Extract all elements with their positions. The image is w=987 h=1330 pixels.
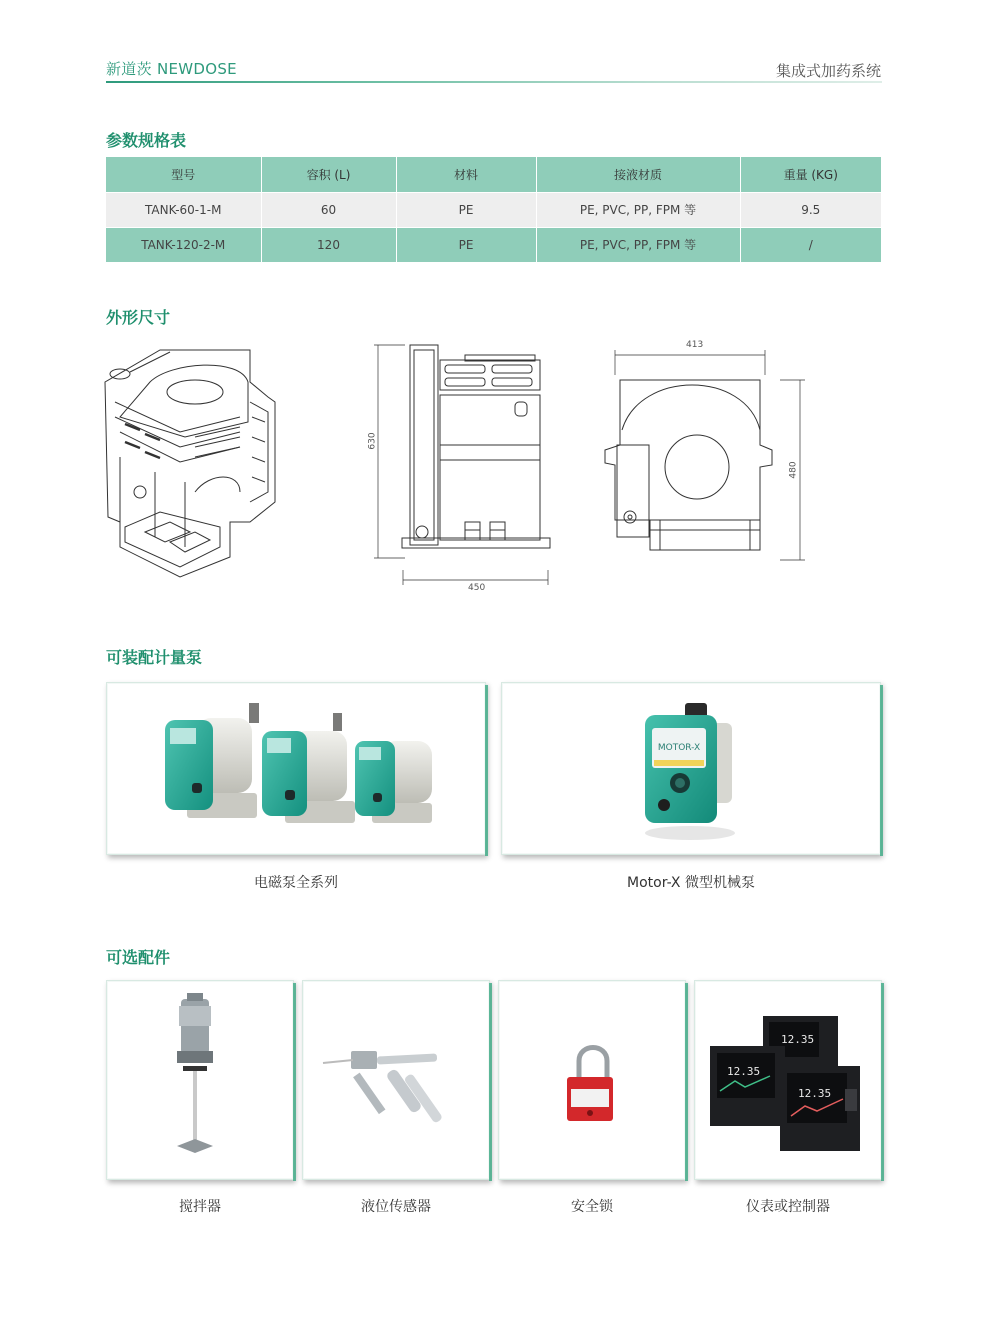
table-header-cell: 接液材质 [536,157,740,192]
table-cell: TANK-120-2-M [106,227,261,262]
accessory-card-padlock [498,980,686,1180]
accessory-card-controller [694,980,882,1180]
isometric-view-drawing [100,342,290,582]
table-header-cell: 材料 [396,157,536,192]
header-divider [106,81,882,83]
table-cell: 9.5 [801,202,821,217]
table-cell: PE [396,227,536,262]
table-cell: PE, PVC, PP, FPM 等 [536,227,740,262]
accessory-caption-controller: 仪表或控制器 [746,1199,830,1215]
section-title-dimensions: 外形尺寸 [106,308,171,327]
dimension-height-label: 630 [367,432,378,450]
front-view-drawing [360,340,555,600]
dimension-top-width-label: 413 [686,340,704,350]
table-row [106,227,881,262]
controller-display-value: 12.35 [798,1087,832,1100]
table-header-row [106,157,881,192]
dimension-depth-label: 480 [788,461,799,479]
agitator-icon [107,981,295,1181]
table-cell: PE, PVC, PP, FPM 等 [536,192,740,227]
table-cell: 60 [261,192,396,227]
table-header-cell: 容积 (L) [261,157,396,192]
solenoid-pump-series-icon [107,683,487,856]
accessory-card-level-sensor [302,980,490,1180]
accessory-caption-padlock: 安全锁 [571,1199,613,1215]
dimension-width-label: 450 [468,583,486,593]
table-cell: TANK-60-1-M [106,192,261,227]
accessory-caption-level-sensor: 液位传感器 [361,1199,431,1215]
controller-display-value: 12.35 [727,1065,761,1078]
motor-x-screen-label: MOTOR-X [657,743,701,753]
pump-caption-motor-x: Motor-X 微型机械泵 [627,875,755,891]
top-view-drawing [600,345,810,565]
accessory-card-agitator [106,980,294,1180]
table-header-cell: 型号 [106,157,261,192]
table-cell: / [808,237,813,252]
pump-card-solenoid [106,682,486,855]
brand-name: 新道茨 NEWDOSE [106,60,237,78]
table-header-cell: 重量 (KG) [783,167,838,182]
pump-caption-solenoid: 电磁泵全系列 [254,875,338,891]
controller-meter-icon [695,981,883,1181]
padlock-icon [499,981,687,1181]
pump-card-motor-x [501,682,881,855]
table-cell: 120 [261,227,396,262]
table-cell: PE [396,192,536,227]
motor-x-pump-icon [502,683,882,856]
document-title: 集成式加药系统 [775,62,881,80]
accessory-caption-agitator: 搅拌器 [179,1199,221,1215]
level-sensor-icon [303,981,491,1181]
section-title-specs: 参数规格表 [106,131,187,150]
section-title-accessories: 可选配件 [106,948,171,967]
section-title-pumps: 可装配计量泵 [106,648,203,667]
controller-display-value: 12.35 [781,1033,815,1046]
spec-table [106,157,881,262]
table-row [106,192,881,227]
